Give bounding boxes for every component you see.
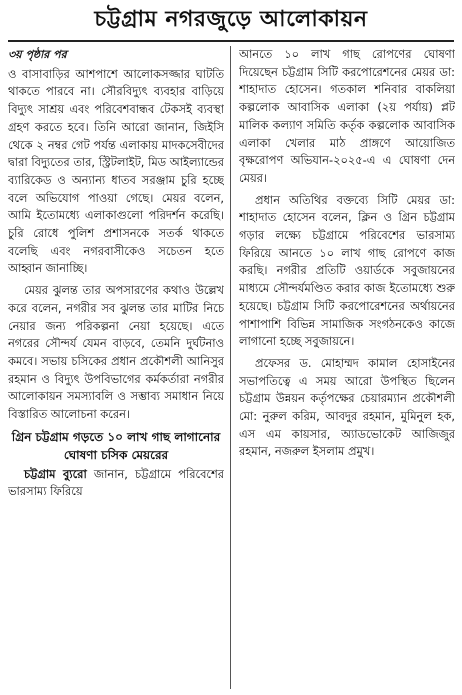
- left-paragraph-1: ও বাসাবাড়ির আশপাশে আলোকসজ্জার ঘাটতি থাকতে পারবে না। সৌরবিদ্যুৎ ব্যবহার বাড়িয়ে বিদ্যুৎ সাশ্রয় এবং পরিবেশবান্ধব টেকসই ব্যবস্থা গ্রহণ করতে হবে। তিনি আরো জানান, জিইসি থেকে ২ নম্বর গেট পর্যন্ত এলাকায় মাদকসেবীদের দ্বারা বিদ্যুতের তার, স্ট্রিটলাইট, মিড আইল্যান্ডের ব্যারিকেড ও অন্যান্য ধাতব সরঞ্জাম চুরি হচ্ছে বলে অভিযোগ পাওয়া গেছে। মেয়র বলেন, আমি ইতোমধ্যে এলাকাগুলো পরিদর্শন করেছি। চুরি রোধে পুলিশ প্রশাসনকে সতর্ক থাকতে বলেছি এবং নগরবাসীকেও সচেতন হতে আহ্বান জানাচ্ছি।: [8, 66, 224, 276]
- right-paragraph-2: প্রধান অতিথির বক্তব্যে সিটি মেয়র ডা: শাহাদাত হোসেন বলেন, ক্লিন ও গ্রিন চট্টগ্রাম গড়ার লক্ষ্যে চট্টগ্রামে পরিবেশের ভারসাম্য ফিরিয়ে আনতে ১০ লাখ গাছ রোপণে কাজ করছি। নগরীর প্রতিটি ওয়ার্ডকে সবুজায়নের মাধ্যমে সৌন্দর্যমণ্ডিত করার কাজ ইতোমধ্যে শুরু হয়েছে। চট্টগ্রাম সিটি করপোরেশনের অর্থায়নের পাশাপাশি বিভিন্ন সামাজিক সংগঠনকেও কাজে লাগানো হচ্ছে সবুজায়নে।: [239, 192, 455, 349]
- continuation-label: ৩য় পৃষ্ঠার পর: [8, 48, 67, 61]
- right-paragraph-1: আনতে ১০ লাখ গাছ রোপণের ঘোষণা দিয়েছেন চট্টগ্রাম সিটি করপোরেশনের মেয়র ডা: শাহাদাত হোসেন। গতকাল শনিবার বাকলিয়া কল্পলোক আবাসিক এলাকা (২য় পর্যায়) প্লট মালিক কল্যাণ সমিতি কর্তৃক কল্পলোক আবাসিক এলাকা খেলার মাঠ প্রাঙ্গণে আয়োজিত বৃক্ষরোপণ অভিযান-২০২৫-এ এ ঘোষণা দেন মেয়র।: [239, 47, 455, 185]
- headline: চট্টগ্রাম নগরজুড়ে আলোকায়ন: [94, 7, 368, 32]
- left-paragraph-3: [8, 466, 224, 501]
- right-column: [239, 46, 455, 691]
- left-paragraph-2: মেয়র ঝুলন্ত তার অপসারণের কথাও উল্লেখ করে বলেন, নগরীর সব ঝুলন্ত তার মাটির নিচে নেয়ার জন্য পরিকল্পনা নেয়া হয়েছে। এতে নগরের সৌন্দর্য যেমন বাড়বে, তেমনি দুর্ঘটনাও কমবে। সভায় চসিকের প্রধান প্রকৌশলী আনিসুর রহমান ও বিদ্যুৎ উপবিভাগের কর্মকর্তারা নগরীর আলোকায়ন সমস্যাবলি ও সম্ভাব্য সমাধান নিয়ে বিস্তারিত আলোচনা করেন।: [8, 283, 224, 422]
- subhead: গ্রিন চট্টগ্রাম গড়তে ১০ লাখ গাছ লাগানোর ঘোষণা চসিক মেয়রের: [11, 429, 221, 462]
- left-paragraph-3-text: জানান, চট্টগ্রামে পরিবেশের ভারসাম্য ফিরিয়ে: [8, 466, 224, 499]
- dateline: চট্টগ্রাম ব্যুরো: [24, 466, 87, 481]
- left-column: [8, 46, 224, 691]
- headline-rule: [8, 40, 454, 42]
- right-paragraph-3: প্রফেসর ড. মোহাম্মদ কামাল হোসাইনের সভাপতিত্বে এ সময় আরো উপস্থিত ছিলেন চট্টগ্রাম উন্নয়ন কর্তৃপক্ষের চেয়ারম্যান প্রকৌশলী মো: নুরুল করিম, আবদুর রহমান, মুমিনুল হক, এস এম কায়সার, অ্যাডভোকেট আজিজুর রহমান, নজরুল ইসলাম প্রমুখ।: [239, 355, 455, 459]
- column-divider: [230, 46, 231, 689]
